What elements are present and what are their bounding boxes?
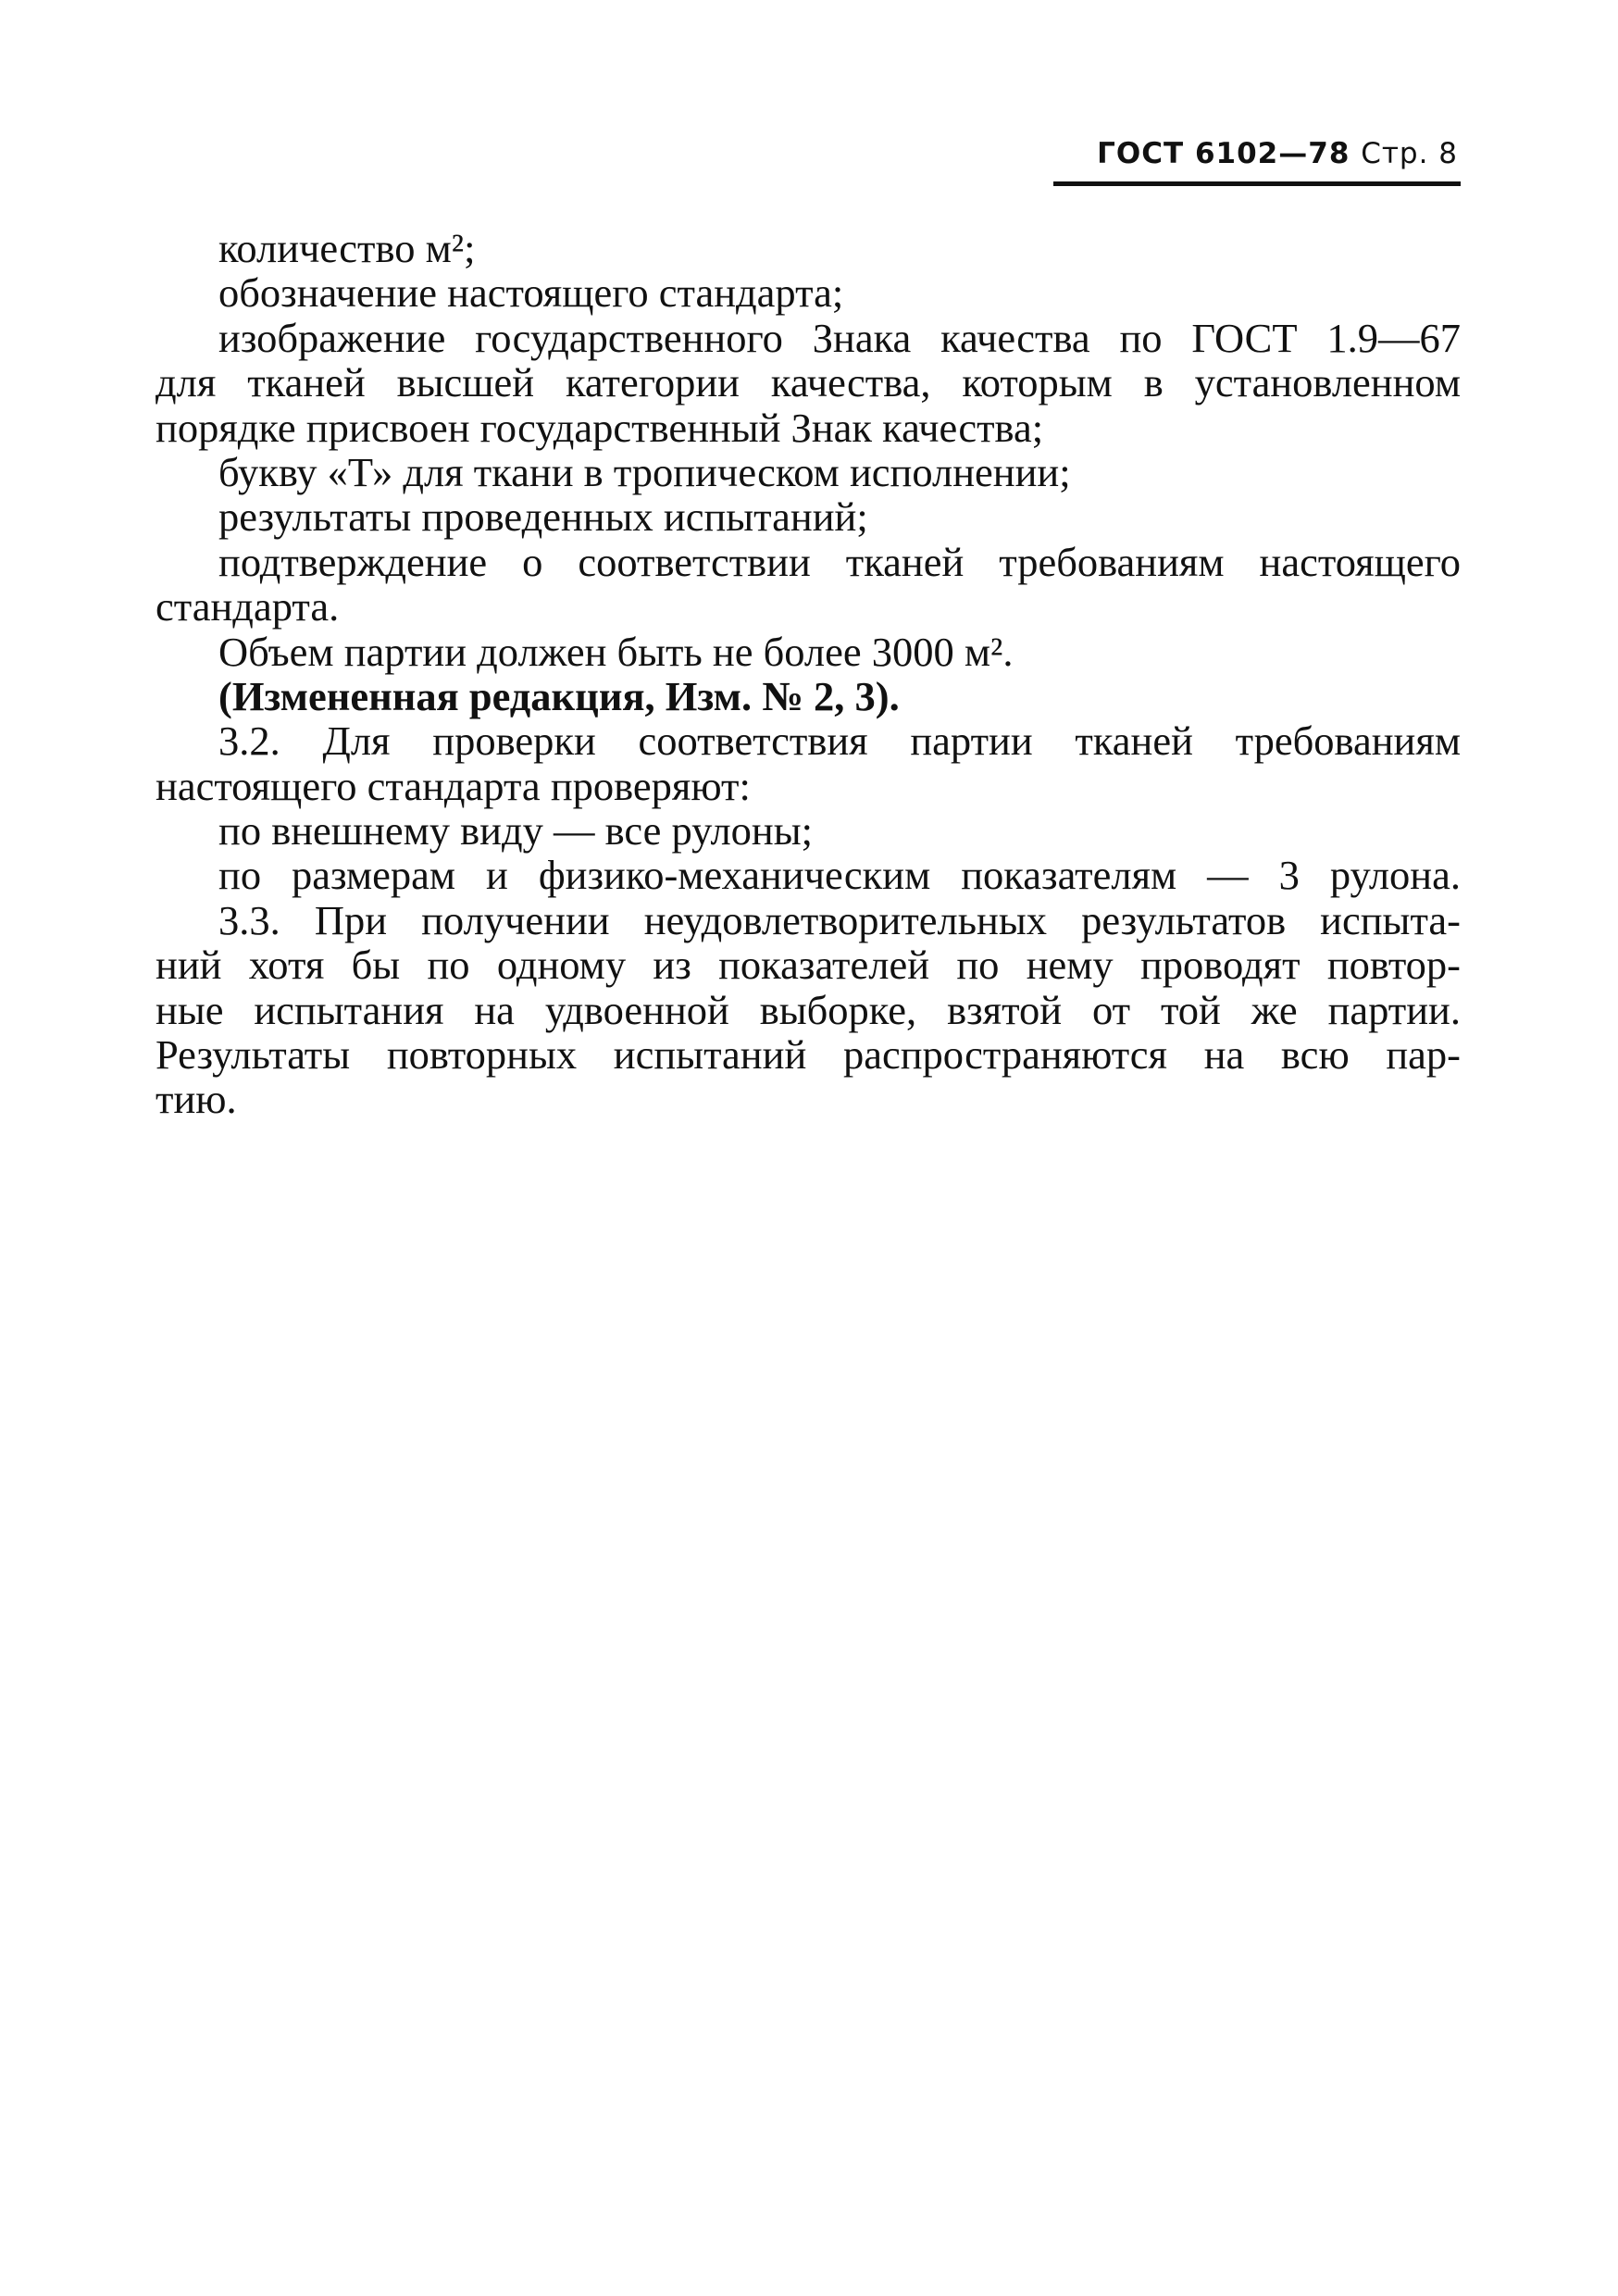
page-number: Стр. 8 bbox=[1361, 137, 1458, 170]
text-line: количество м²; bbox=[218, 225, 476, 271]
text-line: Объем партии должен быть не более 3000 м². bbox=[218, 628, 1014, 675]
standard-number: ГОСТ 6102—78 bbox=[1097, 137, 1350, 170]
text-line: стандарта. bbox=[156, 583, 340, 630]
document-body bbox=[156, 226, 1461, 1122]
text-line: результаты проведенных испытаний; bbox=[218, 493, 868, 541]
text-line: тию. bbox=[156, 1076, 237, 1123]
text-line: порядке присвоен государственный Знак качества; bbox=[156, 404, 1044, 451]
text-line: Результаты повторных испытаний распространяются на всю пар- bbox=[156, 1031, 1461, 1079]
text-line: для тканей высшей категории качества, которым в установленном bbox=[156, 359, 1461, 406]
text-line: настоящего стандарта проверяют: bbox=[156, 762, 751, 809]
text-line: 3.2. Для проверки соответствия партии тканей требованиям bbox=[218, 718, 1461, 765]
header-rule bbox=[1053, 181, 1461, 186]
text-line: изображение государственного Знака качества по ГОСТ 1.9—67 bbox=[218, 314, 1461, 361]
text-line: по внешнему виду — все рулоны; bbox=[218, 807, 814, 855]
text-line: по размерам и физико-механическим показателям — 3 рулона. bbox=[218, 852, 1461, 899]
text-line: 3.3. При получении неудовлетворительных результатов испыта- bbox=[218, 896, 1461, 943]
text-line: ний хотя бы по одному из показателей по нему проводят повтор- bbox=[156, 942, 1461, 989]
text-line: ные испытания на удвоенной выборке, взятой от той же партии. bbox=[156, 986, 1461, 1033]
text-line: подтверждение о соответствии тканей требованиям настоящего bbox=[218, 538, 1461, 585]
text-line: обозначение настоящего стандарта; bbox=[218, 269, 844, 317]
text-line: букву «Т» для ткани в тропическом исполнении; bbox=[218, 448, 1071, 495]
text-line: (Измененная редакция, Изм. № 2, 3). bbox=[218, 672, 900, 719]
